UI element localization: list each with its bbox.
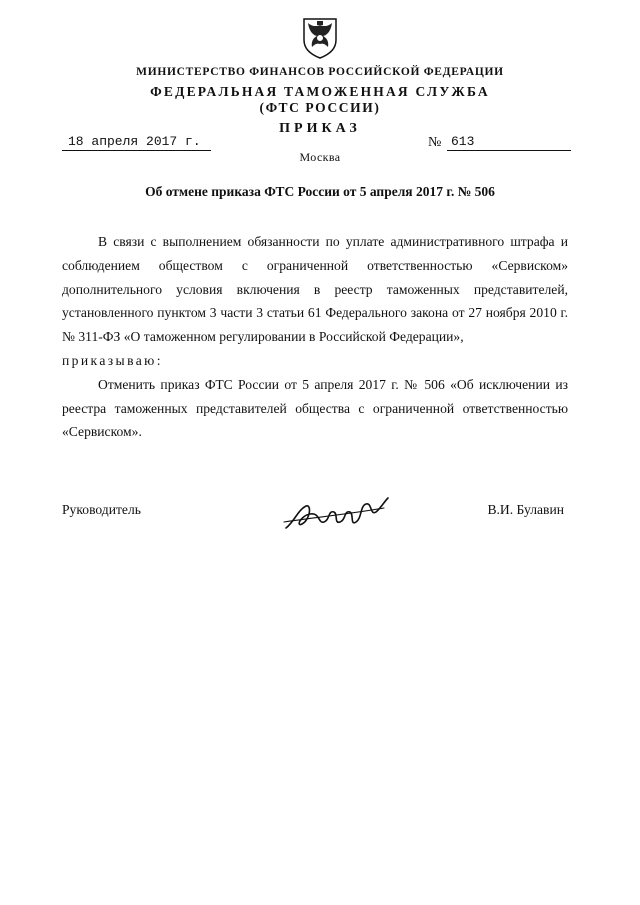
document-body: [62, 230, 568, 444]
signatory-title: Руководитель: [62, 502, 141, 517]
document-title: Об отмене приказа ФТС России от 5 апреля 2017 г. № 506: [145, 184, 495, 199]
order-word: приказываю:: [62, 352, 163, 368]
order-date: 18 апреля 2017 г.: [62, 134, 211, 151]
ministry-name: МИНИСТЕРСТВО ФИНАНСОВ РОССИЙСКОЙ ФЕДЕРАЦИИ: [136, 66, 504, 78]
number-sign: №: [428, 135, 442, 150]
signatory-name: В.И. Булавин: [487, 502, 564, 517]
service-short-name: (ФТС РОССИИ): [259, 100, 381, 115]
handwritten-signature: [280, 492, 392, 534]
city: Москва: [299, 150, 341, 164]
body-paragraph-1: В связи с выполнением обязанности по уплате административного штрафа и соблюдением обществом с ограниченной ответственностью «Сервиском» дополнительного условия включения в реестр таможенных представителей, установленного пунктом 3 части 3 статьи 61 Федерального закона от 27 ноября 2010 г. № 311-ФЗ «О таможенном регулировании в Российской Федерации»,: [62, 234, 568, 345]
coat-of-arms-icon: [299, 14, 341, 60]
document-type: ПРИКАЗ: [279, 121, 361, 136]
body-paragraph-2: Отменить приказ ФТС России от 5 апреля 2017 г. № 506 «Об исключении из реестра таможенных представителей общества с ограниченной ответственностью «Сервиском».: [62, 376, 568, 440]
service-name: ФЕДЕРАЛЬНАЯ ТАМОЖЕННАЯ СЛУЖБА: [150, 84, 490, 99]
order-number: 613: [447, 134, 571, 151]
